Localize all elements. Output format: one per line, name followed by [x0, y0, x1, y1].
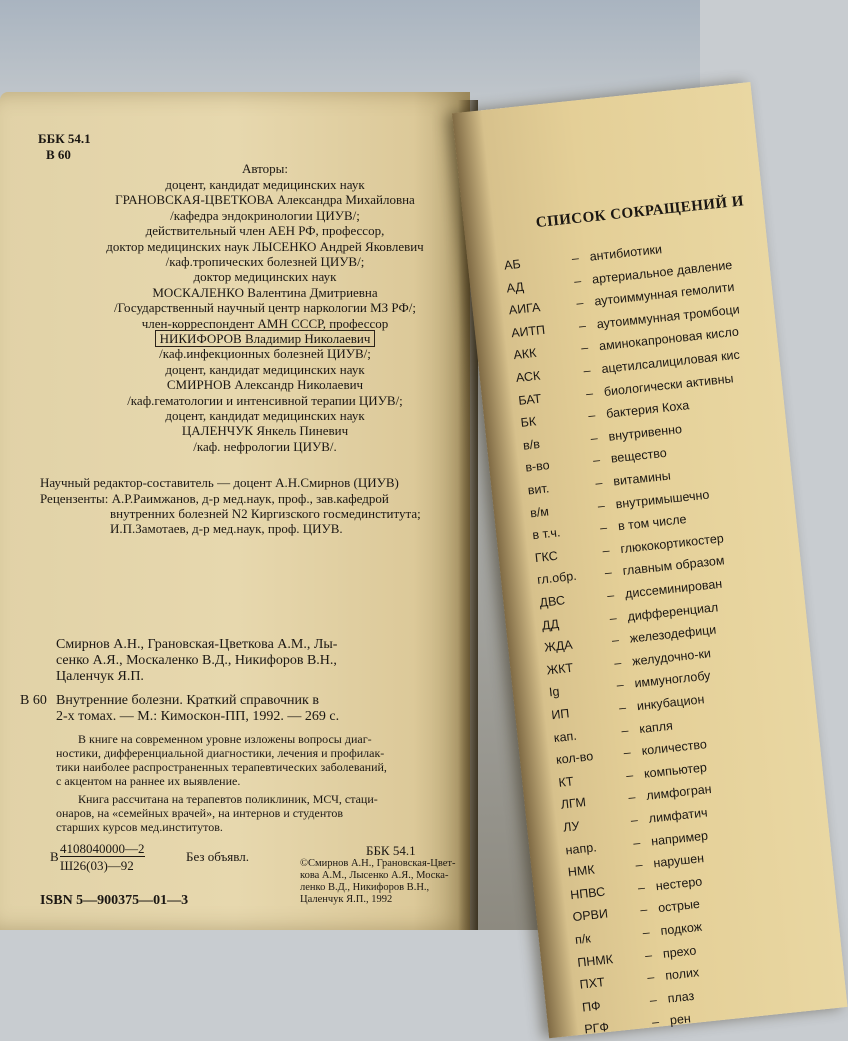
authors-line: доктор медицинских наук [193, 269, 337, 285]
abbreviation-meaning: железодефици [629, 622, 717, 646]
annotation-6: онаров, на «семейных врачей», на интернов и студентов [56, 806, 344, 820]
dash: – [639, 902, 648, 918]
authors-line: член-корреспондент АМН СССР, профессор [141, 315, 389, 331]
abbreviation: БК [519, 414, 537, 430]
abbreviation-meaning: аутоиммунная тромбоци [596, 302, 741, 332]
abbreviation-meaning: подкож [659, 919, 703, 938]
copyright-4: Цаленчук Я.П., 1992 [300, 894, 393, 905]
abbreviation: АКК [512, 346, 538, 363]
dash: – [611, 632, 620, 648]
index-bottom: Ш26(03)—92 [60, 858, 134, 873]
highlighted-author: НИКИФОРОВ Владимир Николаевич [155, 330, 376, 347]
abbreviation: кап. [553, 728, 578, 745]
abbreviation: АД [505, 279, 525, 296]
dash: – [632, 835, 641, 850]
index-prefix: В [50, 849, 59, 864]
abbreviation: ДВС [538, 593, 566, 610]
dash: – [623, 745, 632, 761]
abbreviation: НМК [567, 862, 596, 880]
annotation-7: старших курсов мед.институтов. [56, 820, 223, 834]
authors-short-1: Смирнов А.Н., Грановская-Цветкова А.М., Лы- [56, 637, 338, 652]
dash: – [589, 430, 599, 446]
annotation-1: В книге на современном уровне изложены вопросы диаг- [78, 732, 372, 746]
abbreviation-meaning: нарушен [652, 851, 705, 871]
abbreviation: БАТ [517, 391, 542, 408]
abbreviation: ПНМК [576, 951, 614, 970]
abbreviation-meaning: ацетилсалициловая кис [600, 347, 741, 377]
abbreviation-meaning: аутоиммунная гемолити [593, 279, 736, 309]
abbreviation: ПФ [581, 998, 602, 1015]
abbreviation-meaning: биологически активны [603, 370, 735, 399]
authors-short-2: сенко А.Я., Москаленко В.Д., Никифоров В.Н., [56, 653, 337, 668]
authors-line [100, 332, 430, 346]
abbreviation-meaning: лимфогран [645, 782, 713, 804]
dash: – [585, 385, 594, 401]
dash: – [651, 1015, 660, 1030]
abbreviation-meaning: дифференциал [626, 599, 719, 624]
authors-line: МОСКАЛЕНКО Валентина Дмитриевна [152, 284, 378, 300]
abbreviation-meaning: антибиотики [588, 242, 663, 264]
no-ads-note: Без объявл. [186, 849, 249, 864]
abbreviation: ДД [541, 616, 560, 633]
dash: – [592, 453, 601, 468]
abbreviation: напр. [564, 839, 598, 858]
abbreviation: вит. [527, 481, 550, 498]
abbreviation-meaning: лимфатич [648, 805, 709, 826]
dash: – [606, 588, 615, 603]
abbreviation-meaning: острые [657, 897, 701, 916]
abbreviation-meaning: например [650, 828, 709, 849]
authors-line: /каф.инфекционных болезней ЦИУВ/; [159, 346, 371, 362]
abbreviation: НПВС [569, 884, 606, 902]
abbreviation-meaning: иммуноглобу [633, 668, 712, 691]
abbreviation: ЛГМ [560, 795, 587, 813]
dash: – [599, 520, 608, 536]
abbreviation: АИГА [508, 300, 542, 318]
dash: – [573, 273, 582, 289]
abbreviation: РГФ [583, 1020, 610, 1037]
shelf-code-2: В 60 [20, 693, 47, 708]
dash: – [594, 475, 604, 491]
authors-line: /кафедра эндокринологии ЦИУВ/; [170, 207, 360, 223]
abbreviation: в т.ч. [531, 525, 562, 543]
abbreviation-meaning: капля [638, 718, 674, 736]
dash: – [618, 700, 627, 716]
dash: – [597, 498, 606, 513]
dash: – [627, 790, 637, 805]
abbreviation-meaning: внутривенно [607, 421, 683, 444]
abbreviation: АИТП [510, 322, 546, 341]
abbreviation-meaning: компьютер [643, 760, 708, 781]
abbreviation-meaning: инкубацион [636, 692, 706, 714]
annotation-3: тики наиболее распространенных терапевтических заболеваний, [56, 760, 387, 774]
reviewers-line-3: И.П.Замотаев, д-р мед.наук, проф. ЦИУВ. [110, 521, 343, 536]
authors-heading: Авторы: [241, 161, 289, 176]
authors-line: /каф.гематологии и интенсивной терапии ЦИУВ/; [127, 392, 403, 408]
authors-line: доктор медицинских наук ЛЫСЕНКО Андрей Яковлевич [106, 238, 424, 254]
authors-line: /каф. нефрологии ЦИУВ/. [193, 438, 337, 454]
abbreviation-meaning: нестеро [655, 874, 703, 894]
abbreviation-meaning: артериальное давление [591, 257, 733, 287]
dash: – [625, 767, 634, 783]
dash: – [649, 992, 658, 1008]
dash: – [620, 722, 630, 738]
authors-short-3: Цаленчук Я.П. [56, 669, 144, 684]
bbk-bottom: ББК 54.1 [366, 843, 416, 858]
abbreviation: АСК [515, 368, 541, 386]
copyright-2: кова А.М., Лысенко А.Я., Моска- [300, 870, 449, 881]
annotation-4: с акцентом на раннее их выявление. [56, 774, 241, 788]
abbreviation: ИП [550, 706, 571, 723]
abbreviation: ЖКТ [545, 660, 574, 678]
abbreviation: кол-во [555, 749, 594, 768]
abbreviation: в/м [529, 504, 550, 520]
abbreviation-meaning: внутримышечно [614, 487, 710, 511]
abbreviation-meaning: диссеминирован [624, 576, 723, 601]
abbreviation: в/в [522, 436, 541, 453]
dash: – [604, 565, 613, 581]
editor-line: Научный редактор-составитель — доцент А.Н.Смирнов (ЦИУВ) [40, 475, 399, 490]
abbreviation-meaning: аминокапроновая кисло [598, 324, 740, 354]
authors-line: ЦАЛЕНЧУК Янкель Пиневич [181, 423, 349, 439]
isbn: ISBN 5—900375—01—3 [40, 893, 189, 908]
abbreviation: п/к [574, 931, 592, 947]
abbreviation: ГКС [534, 548, 559, 565]
authors-line: доцент, кандидат медицинских наук [165, 408, 365, 423]
dash: – [641, 925, 651, 940]
book-title-2: 2-х томах. — М.: Кимоскон-ПП, 1992. — 269 с. [56, 709, 340, 724]
abbreviation-meaning: количество [640, 737, 708, 759]
abbreviation: в-во [524, 458, 551, 475]
abbreviation-meaning: полих [664, 965, 700, 983]
dash: – [615, 677, 625, 693]
bbk-code: ББК 54.1 [38, 131, 91, 146]
abbreviation-meaning: рен [669, 1011, 692, 1028]
abbreviation: гл.обр. [536, 569, 578, 588]
abbreviation: АБ [503, 257, 522, 273]
abbreviation-meaning: желудочно-ки [631, 646, 712, 669]
dash: – [582, 363, 592, 378]
shelf-code: В 60 [46, 147, 71, 162]
authors-line: ГРАНОВСКАЯ-ЦВЕТКОВА Александра Михайловна [115, 192, 415, 208]
dash: – [630, 812, 639, 828]
authors-line: доцент, кандидат медицинских наук [165, 361, 365, 377]
dash: – [578, 318, 587, 333]
authors-line: СМИРНОВ Александр Николаевич [166, 377, 364, 393]
reviewers-line-1: Рецензенты: А.Р.Раимжанов, д-р мед.наук, проф., зав.кафедрой [40, 491, 389, 506]
abbreviation: ОРВИ [571, 906, 609, 925]
abbreviation: ЖДА [543, 637, 574, 655]
abbreviation: ПХТ [579, 975, 606, 992]
annotation-5: Книга рассчитана на терапевтов поликлиник, МСЧ, стаци- [78, 792, 378, 806]
annotation-2: ностики, дифференциальной диагностики, лечения и профилак- [56, 746, 385, 760]
abbreviation: КТ [557, 774, 575, 790]
authors-line: действительный член АЕН РФ, профессор, [145, 223, 385, 239]
dash: – [575, 295, 585, 311]
authors-line: доцент, кандидат медицинских наук [165, 177, 365, 192]
book-title-1: Внутренние болезни. Краткий справочник в [56, 693, 319, 708]
dash: – [601, 543, 611, 558]
copyright-1: ©Смирнов А.Н., Грановская-Цвет- [300, 858, 456, 869]
dash: – [608, 610, 618, 626]
dash: – [613, 655, 622, 671]
copyright-3: ленко В.Д., Никифоров В.Н., [300, 882, 430, 893]
abbreviations-title: СПИСОК СОКРАЩЕНИЙ И [535, 193, 745, 232]
authors-line: /Государственный научный центр наркологии МЗ РФ/; [114, 300, 416, 316]
reviewers-line-2: внутренних болезней N2 Киргизского госмединститута; [110, 506, 421, 521]
index-top: 4108040000—2 [60, 841, 145, 856]
abbreviation-meaning: витамины [612, 468, 672, 489]
abbreviation-meaning: плаз [666, 988, 695, 1006]
abbreviation-meaning: вещество [610, 446, 668, 466]
dash: – [571, 250, 580, 266]
left-page [0, 92, 470, 930]
dash: – [644, 947, 653, 963]
abbreviation: Ig [548, 684, 561, 700]
dash: – [580, 340, 589, 356]
abbreviation-meaning: прехо [662, 943, 697, 961]
dash: – [634, 857, 644, 873]
abbreviation-meaning: глюкокортикостер [619, 531, 725, 556]
dash: – [587, 408, 596, 423]
abbreviation: ЛУ [562, 818, 581, 835]
abbreviation-meaning: в том числе [617, 512, 688, 534]
abbreviation-meaning: бактерия Коха [605, 398, 690, 421]
authors-line: /каф.тропических болезней ЦИУВ/; [165, 254, 365, 269]
abbreviation-meaning: главным образом [622, 553, 726, 579]
dash: – [637, 880, 646, 895]
dash: – [646, 970, 656, 985]
